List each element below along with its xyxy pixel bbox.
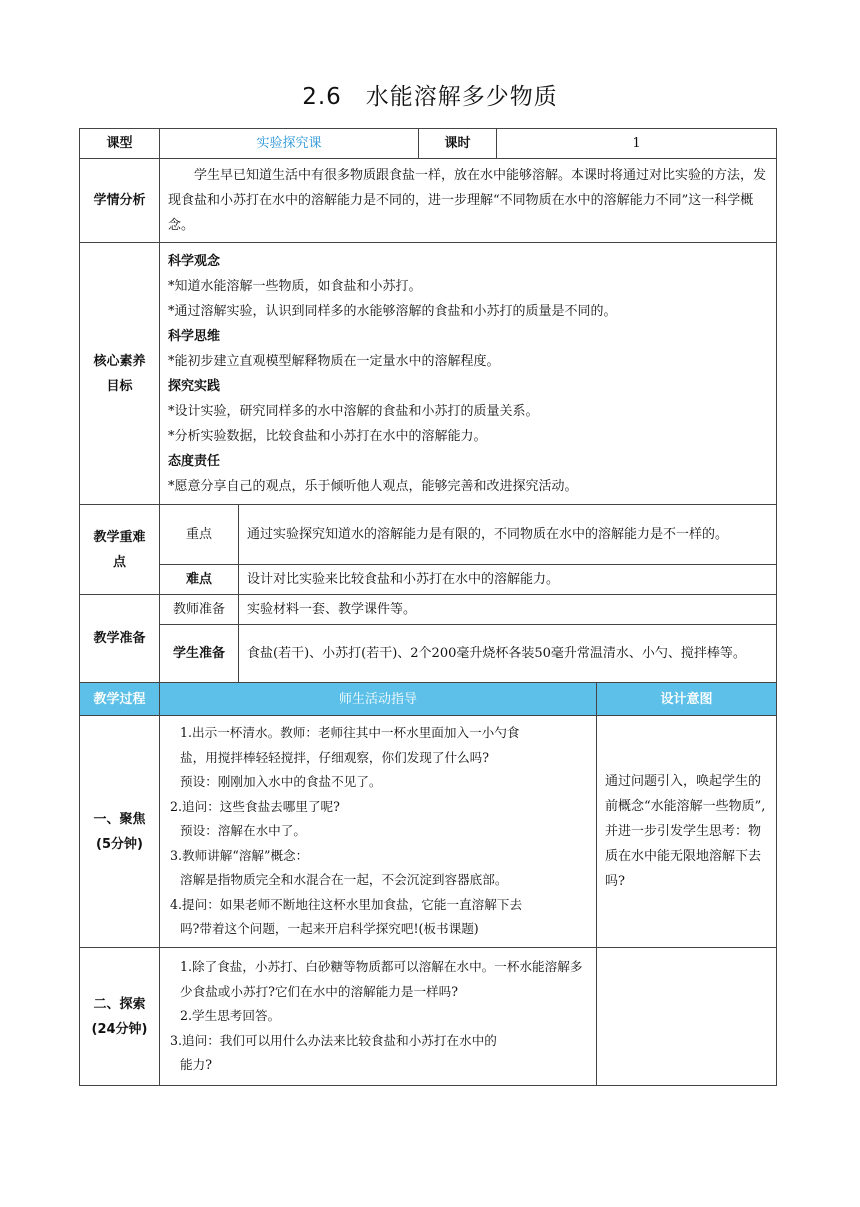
goal-section-title: 科学思维 — [168, 328, 221, 344]
student-prep-row — [80, 625, 777, 683]
goal-item: *能初步建立直观模型解释物质在一定量水中的溶解程度。 — [168, 353, 500, 369]
stage-name: 一、聚焦 — [93, 811, 146, 827]
focus-text: 通过实验探究知道水的溶解能力是有限的，不同物质在水中的溶解能力是不一样的。 — [239, 505, 777, 565]
activity-line: 溶解是指物质完全和水混合在一起，不会沉淀到容器底部。 — [180, 872, 508, 888]
stage-focus-row — [80, 716, 777, 948]
lesson-hours-label: 课时 — [419, 129, 497, 159]
goal-section-title: 探究实践 — [168, 378, 221, 394]
preparation-label: 教学准备 — [80, 595, 160, 683]
activity-line: 3.教师讲解“溶解”概念： — [170, 847, 309, 863]
goals-label-line2: 目标 — [106, 378, 133, 394]
lesson-type-label: 课型 — [80, 129, 160, 159]
process-col-activity: 师生活动指导 — [160, 683, 597, 716]
analysis-label: 学情分析 — [80, 159, 160, 243]
focus-label: 重点 — [160, 505, 239, 565]
student-prep-label: 学生准备 — [160, 625, 239, 683]
stage-time: (24分钟) — [91, 1021, 148, 1037]
activity-line: 预设：刚刚加入水中的食盐不见了。 — [180, 774, 382, 790]
lesson-plan-table — [79, 128, 777, 1086]
goals-content — [160, 243, 777, 505]
process-header-row — [80, 683, 777, 716]
student-prep-text: 食盐(若干)、小苏打(若干)、2个200毫升烧杯各装50毫升常温清水、小勺、搅拌棒等。 — [239, 625, 777, 683]
goal-item: *设计实验，研究同样多的水中溶解的食盐和小苏打的质量关系。 — [168, 403, 539, 419]
teacher-prep-label: 教师准备 — [160, 595, 239, 625]
lesson-hours-value: 1 — [497, 129, 777, 159]
page-title: 2.6 水能溶解多少物质 — [302, 84, 558, 110]
activity-line: 1.出示一杯清水。教师：老师往其中一杯水里面加入一小勺食 — [180, 725, 520, 741]
stage-focus-activity — [160, 716, 597, 948]
process-col-intent: 设计意图 — [597, 683, 777, 716]
teacher-prep-text: 实验材料一套、教学课件等。 — [239, 595, 777, 625]
goals-label-line1: 核心素养 — [93, 353, 146, 369]
stage-focus-intent: 通过问题引入，唤起学生的前概念“水能溶解一些物质”,并进一步引发学生思考：物质在水中能无限地溶解下去吗? — [597, 716, 777, 948]
goals-row — [80, 243, 777, 505]
stage-name: 二、探索 — [93, 996, 146, 1012]
difficulty-text: 设计对比实验来比较食盐和小苏打在水中的溶解能力。 — [239, 565, 777, 595]
goal-item: *知道水能溶解一些物质，如食盐和小苏打。 — [168, 278, 422, 294]
stage-explore-intent — [597, 948, 777, 1086]
focus-row — [80, 505, 777, 565]
teacher-prep-row — [80, 595, 777, 625]
key-points-label: 教学重难点 — [80, 505, 160, 595]
activity-line: 3.追问：我们可以用什么办法来比较食盐和小苏打在水中的 — [170, 1032, 497, 1048]
stage-time: (5分钟) — [96, 836, 143, 852]
stage-explore-row — [80, 948, 777, 1086]
stage-focus-label — [80, 716, 160, 948]
activity-line: 预设：溶解在水中了。 — [180, 823, 306, 839]
goals-label — [80, 243, 160, 505]
goal-item: *分析实验数据，比较食盐和小苏打在水中的溶解能力。 — [168, 428, 487, 444]
goal-item: *通过溶解实验，认识到同样多的水能够溶解的食盐和小苏打的质量是不同的。 — [168, 303, 617, 319]
activity-line: 2.追问：这些食盐去哪里了呢? — [170, 798, 340, 814]
lesson-type-value: 实验探究课 — [160, 129, 419, 159]
activity-line: 1.除了食盐，小苏打、白砂糖等物质都可以溶解在水中。一杯水能溶解多少食盐或小苏打?它们在水中的溶解能力是一样吗? — [180, 959, 583, 999]
activity-line: 2.学生思考回答。 — [180, 1008, 281, 1024]
goal-section-title: 科学观念 — [168, 253, 221, 269]
stage-explore-label — [80, 948, 160, 1086]
goal-item: *愿意分享自己的观点，乐于倾听他人观点，能够完善和改进探究活动。 — [168, 478, 578, 494]
lesson-type-row — [80, 129, 777, 159]
analysis-text: 学生早已知道生活中有很多物质跟食盐一样，放在水中能够溶解。本课时将通过对比实验的方法，发现食盐和小苏打在水中的溶解能力是不同的，进一步理解“不同物质在水中的溶解能力不同”这一科学概念。 — [160, 159, 777, 243]
process-col-stage: 教学过程 — [80, 683, 160, 716]
goal-section-title: 态度责任 — [168, 453, 221, 469]
difficulty-row — [80, 565, 777, 595]
difficulty-label: 难点 — [160, 565, 239, 595]
activity-line: 能力? — [180, 1057, 212, 1073]
activity-line: 4.提问：如果老师不断地往这杯水里加食盐，它能一直溶解下去 — [170, 896, 523, 912]
activity-line: 吗?带着这个问题，一起来开启科学探究吧!(板书课题) — [180, 921, 479, 937]
activity-line: 盐，用搅拌棒轻轻搅拌，仔细观察，你们发现了什么吗? — [180, 749, 490, 765]
stage-explore-activity — [160, 948, 597, 1086]
analysis-row — [80, 159, 777, 243]
